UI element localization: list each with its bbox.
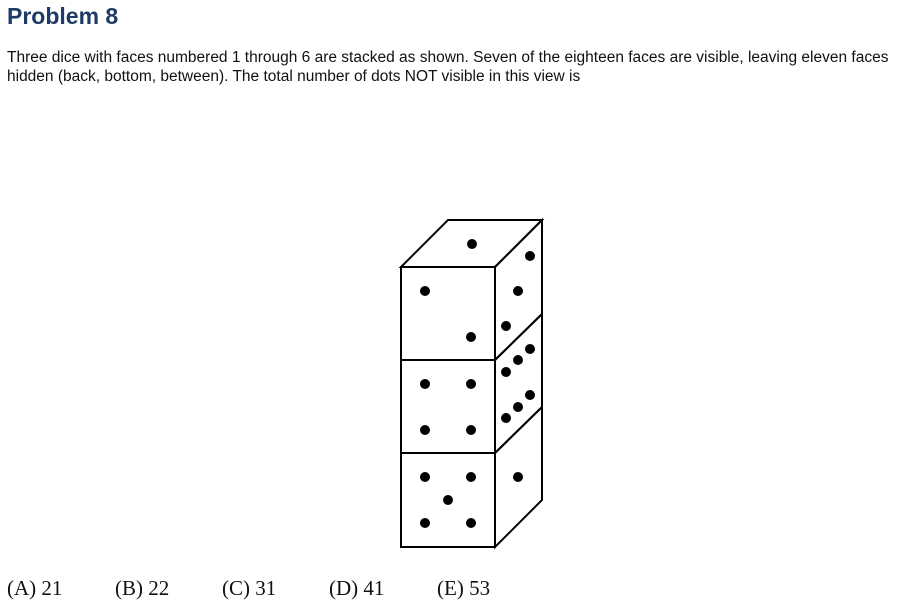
pips-top-die-top — [467, 239, 477, 249]
middle-die-side-face — [495, 314, 542, 453]
top-die-front-face — [401, 267, 495, 360]
pips-top-die-front — [420, 286, 476, 342]
middle-die-front-face — [401, 360, 495, 453]
pips-top-die-side — [501, 251, 535, 331]
pips-middle-die-front — [420, 379, 476, 435]
choice-b[interactable]: (B) 22 — [115, 576, 170, 600]
choice-e[interactable]: (E) 53 — [437, 576, 491, 600]
pips-bottom-die-side — [513, 472, 523, 482]
pips-middle-die-side — [501, 344, 535, 423]
choice-d[interactable]: (D) 41 — [329, 576, 385, 600]
choice-a[interactable]: (A) 21 — [7, 576, 63, 600]
problem-statement: Three dice with faces numbered 1 through 6 are stacked as shown. Seven of the eighteen faces are visible, leaving eleven faces hidden (back, bottom, between). The total number of dots NOT visible in this view is — [7, 49, 889, 85]
choice-c[interactable]: (C) 31 — [222, 576, 277, 600]
problem-title: Problem 8 — [7, 3, 119, 29]
pips-bottom-die-front — [420, 472, 476, 528]
